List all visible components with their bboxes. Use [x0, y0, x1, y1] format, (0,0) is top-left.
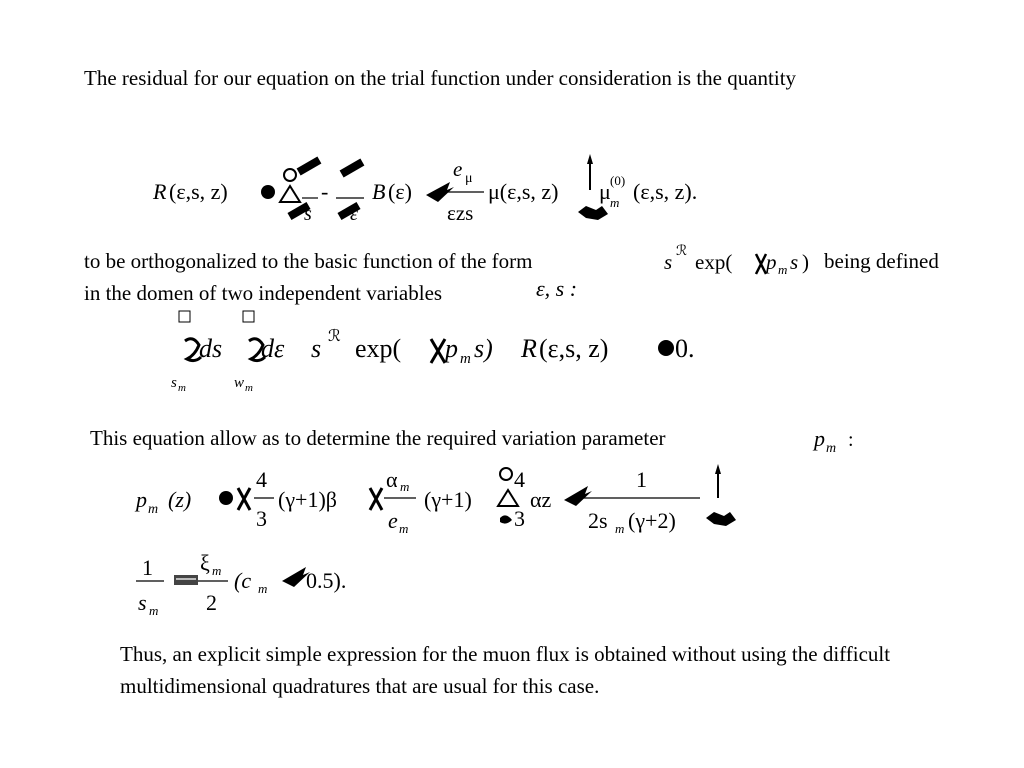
- frac-num-e-sub: μ: [465, 171, 473, 186]
- cont-frac1-den-sub: m: [149, 603, 159, 618]
- mu-m-sup: (0): [610, 173, 626, 188]
- broken-glyph-icon: [564, 486, 592, 506]
- basis-function-svg: [660, 240, 820, 284]
- cont-frac2-num: ξ: [200, 550, 210, 575]
- cont-frac2-num-sub: m: [212, 563, 222, 578]
- pm-lhs: p: [136, 487, 147, 512]
- orthogonality-equation: [165, 305, 725, 400]
- ortho-R-args: (ε,s, z): [539, 334, 609, 363]
- determine-paragraph: This equation allow as to determine the required variation parameter: [90, 426, 666, 450]
- orthogonality-equation-svg: [165, 305, 725, 400]
- conclusion-paragraph: Thus, an explicit simple expression for the muon flux is obtained without using the difficult multidimensional quadratures that are usual for this case.: [120, 642, 891, 698]
- basis-exp: exp(: [695, 250, 733, 274]
- pm-frac1-den: 3: [256, 506, 267, 531]
- cont-tail: 0.5).: [306, 568, 347, 593]
- B-symbol: B: [372, 179, 386, 204]
- ds-term: ds: [199, 334, 223, 363]
- cont-frac1-num: 1: [142, 555, 153, 580]
- residual-equation-svg: [150, 150, 730, 230]
- orthogonalize-line-2: in the domen of two independent variables: [84, 281, 443, 305]
- ortho-p-sub: m: [460, 351, 471, 367]
- missing-glyph-box: [243, 311, 254, 322]
- residual-lhs: R: [153, 179, 167, 204]
- cont-frac1-den: s: [138, 590, 147, 615]
- deriv-s: s: [304, 203, 312, 225]
- pm-frac4-num: 1: [636, 467, 647, 492]
- equals-glyph: [219, 491, 233, 505]
- intro-paragraph: The residual for our equation on the trial function under consideration is the quantity: [84, 66, 797, 90]
- pm-frac2-den: e: [388, 508, 398, 533]
- residual-lhs-args: (ε,s, z): [169, 179, 228, 204]
- broken-glyph-icon: [756, 254, 766, 274]
- pm-frac4-den-a: 2s: [588, 508, 608, 533]
- integral-glyph-icon: [185, 339, 265, 361]
- broken-glyph-icon: [280, 157, 321, 220]
- basis-p: p: [766, 250, 777, 274]
- frac-den: εzs: [447, 201, 474, 225]
- B-args: (ε): [388, 179, 412, 204]
- basis-close: ): [802, 250, 809, 274]
- lower-limit-w-sub: m: [245, 382, 253, 394]
- pm-frac2-num: α: [386, 467, 398, 492]
- pm-frac1-num: 4: [256, 467, 267, 492]
- orthogonalize-tail: being defined: [824, 249, 939, 273]
- mu-m-args: (ε,s, z).: [633, 179, 698, 204]
- residual-equation: [150, 150, 730, 230]
- broken-glyph-icon: [174, 575, 198, 585]
- pm-frac4-den-b: (γ+2): [628, 508, 676, 533]
- minus-sign: -: [321, 179, 329, 204]
- pm-lhs-sub: m: [148, 502, 159, 517]
- ortho-s: s: [311, 334, 322, 363]
- ortho-rhs: 0.: [675, 334, 695, 363]
- pm-term2: (γ+1): [424, 487, 472, 512]
- determine-p-sub: m: [826, 441, 837, 456]
- variables-list: ε, s :: [536, 276, 578, 301]
- deps-term: dε: [261, 334, 285, 363]
- broken-glyph-icon: [431, 339, 445, 363]
- pm-equation: [134, 460, 754, 545]
- determine-colon: :: [848, 429, 854, 451]
- pm-continuation-svg: [134, 545, 394, 625]
- basis-s2: s: [790, 250, 799, 274]
- broken-glyph-icon: [238, 488, 250, 510]
- missing-glyph-box: [179, 311, 190, 322]
- orthogonalize-line-1: to be orthogonalized to the basic function of the form: [84, 249, 533, 273]
- determine-symbol: [812, 420, 862, 460]
- ortho-exp: exp(: [355, 334, 402, 363]
- pm-equation-svg: [134, 460, 754, 545]
- basis-p-sub: m: [778, 262, 788, 277]
- pm-frac2-num-sub: m: [400, 479, 410, 494]
- lower-limit-w: w: [234, 375, 245, 391]
- mu-m-sub: m: [610, 195, 620, 210]
- frac-num-e: e: [453, 157, 463, 181]
- ortho-exponent-glyph: ℛ: [328, 328, 341, 345]
- broken-glyph-icon: [370, 488, 382, 510]
- cont-paren-open: (c: [234, 568, 252, 593]
- pm-term3: αz: [530, 487, 552, 512]
- pm-frac2-den-sub: m: [399, 521, 409, 536]
- mu-m: μ: [599, 179, 611, 204]
- pm-frac3-den: 3: [514, 506, 525, 531]
- lower-limit-s: s: [171, 375, 177, 391]
- cont-frac2-den: 2: [206, 590, 217, 615]
- deriv-eps: ε: [350, 203, 358, 225]
- basis-s: s: [664, 250, 673, 274]
- ortho-s2: s): [474, 334, 493, 363]
- cont-paren-sub: m: [258, 581, 268, 596]
- lower-limit-s-sub: m: [178, 382, 186, 394]
- pm-term1: (γ+1)β: [278, 487, 337, 512]
- pm-lhs-args: (z): [168, 487, 192, 512]
- ortho-R: R: [521, 334, 537, 363]
- ortho-p: p: [445, 334, 458, 363]
- equals-glyph: [261, 185, 275, 199]
- basis-function: [660, 240, 820, 284]
- pm-frac3-num: 4: [514, 467, 525, 492]
- pm-continuation: [134, 545, 394, 625]
- mu-expression: μ(ε,s, z): [488, 179, 559, 204]
- determine-symbol-svg: [812, 420, 862, 460]
- equals-glyph: [658, 340, 674, 356]
- broken-glyph-icon: [706, 464, 736, 526]
- basis-exponent-glyph: ℛ: [676, 244, 688, 259]
- pm-frac4-den-sub: m: [615, 521, 625, 536]
- determine-p: p: [814, 426, 825, 451]
